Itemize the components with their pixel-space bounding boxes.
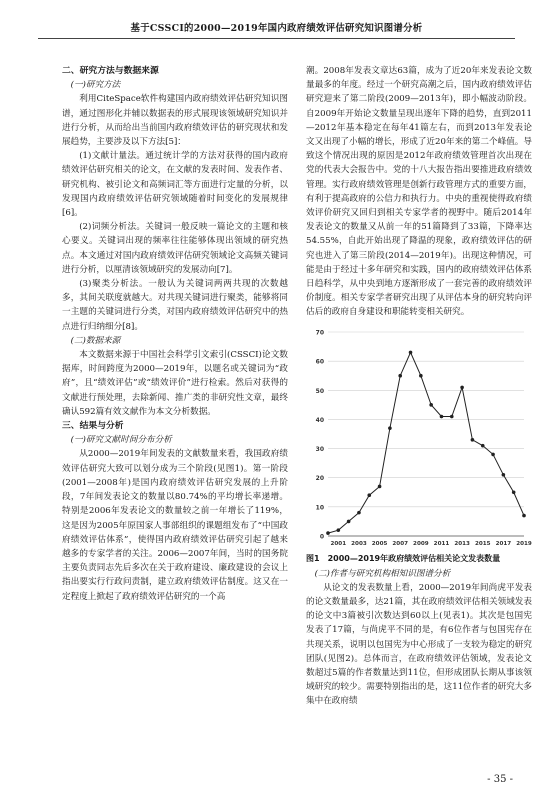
data-point [481, 444, 485, 448]
data-point [491, 452, 495, 456]
x-tick-label: 2007 [392, 540, 408, 547]
x-tick-label: 2017 [495, 540, 512, 547]
x-tick-label: 2009 [413, 540, 429, 547]
page-number: - 35 - [487, 774, 513, 785]
body-paragraph: 从论文的发表数量上看，2000—2019年间尚虎平发表的论文数量最多，达21篇，其在政府绩效评估相关领域发表的论文中3篇被引次数达到60以上(见表1)。其次是包国宪发表了17篇，与尚虎平不同的是，有6位作者与包国宪存在共现关系，说明以包国宪为中心形成了一支较为稳定的研究团队(见图2)。总体而言，在政府绩效评估领域，发表论文数超过5篇的作者数量达到11位，但形成团队长期从事该领域研究的较少。需要特别指出的是，这11位作者的研究大多集中在政府绩 [306, 582, 532, 707]
x-tick-label: 2015 [474, 540, 491, 547]
data-point [450, 414, 454, 418]
data-point [367, 493, 371, 497]
body-paragraph: (3)聚类分析法。一般认为关键词两两共现的次数越多，其间关联度就越大。对共现关键词进行聚类，能够将同一主题的关键词进行分类，对国内政府绩效评估研究中的热点进行归纳细分[8]。 [62, 279, 288, 332]
subsection-heading: (一)研究方法 [70, 80, 121, 91]
right-column [306, 64, 532, 709]
x-tick-label: 2019 [516, 540, 532, 547]
running-header: 基于CSSCI的2000—2019年国内政府绩效评估研究知识图谱分析 [38, 20, 515, 39]
data-point [440, 414, 444, 418]
subsection-heading: (二)作者与研究机构相知识图谱分析 [314, 568, 451, 579]
data-point [347, 519, 351, 523]
subsection-heading: (一)研究文献时间分布分析 [70, 435, 172, 446]
right-column-top-text [306, 64, 532, 320]
body-paragraph: 利用CiteSpace软件构建国内政府绩效评估研究知识图谱，通过图形化并辅以数据表的形式展现该领域研究知识并进行分析，从而给出当前国内政府绩效评估的研究现状和发展趋势，主要涉及以下方法[5]： [62, 94, 288, 148]
x-tick-label: 2005 [371, 540, 388, 547]
body-paragraph: (2)词频分析法。关键词一般反映一篇论文的主题和核心要义。关键词出现的频率往往能够体现出领域的研究热点。本文通过对国内政府绩效评估研究领域论文高频关键词进行分析，以厘清该领域研究的发展动向[7]。 [62, 222, 288, 275]
y-tick-label: 70 [315, 329, 324, 337]
y-tick-label: 30 [315, 445, 324, 453]
y-tick-label: 0 [319, 533, 324, 541]
data-point [419, 374, 423, 378]
body-paragraph: 潮。2008年发表文章达63篇，成为了近20年来发表论文数量最多的年度。经过一个研究高潮之后，国内政府绩效评估研究迎来了第二阶段(2009—2013年)，即小幅波动阶段。自2009年开始论文数量呈现出逐年下降的趋势，直到2011—2012年基本稳定在每年41篇左右，而到2013年发表论文又出现了小幅的增长，形成了近20年来的第二个峰值。导致这个情况出现的原因是2012年政府绩效管理首次出现在党的代表大会报告中。党的十八大报告指出要推进政府绩效管理。实行政府绩效管理是创新行政管理方式的重要方面，有利于提高政府的公信力和执行力。中央的重视使得政府绩效评价研究又回归到相关专家学者的视野中。随后2014年发表论文的数量又从前一年的51篇降到了33篇，下降率达54.55%，自此开始出现了降温的现象，政府绩效评估的研究也进入了第三阶段(2014—2019年)。出现这种情况，可能是由于经过十多年研究和实践，国内的政府绩效评估体系日趋科学，从中央到地方逐渐形成了一套完善的政府绩效评价制度。相关专家学者研究出现了从评估本身的研究转向评估后的政府自身建设和职能转变相关研究。 [306, 66, 532, 318]
right-column-bottom-text [306, 567, 532, 709]
y-tick-label: 40 [315, 416, 324, 424]
left-column [62, 64, 288, 604]
publication-count-line-chart [306, 324, 532, 549]
data-point [471, 438, 475, 442]
data-point [502, 473, 506, 477]
body-paragraph: (1)文献计量法。通过统计学的方法对获得的国内政府绩效评估研究相关的论文，在文献的发表时间、发表作者、研究机构、被引论文和高频词汇等方面进行定量的分析，以发现国内政府绩效评估研究领域随着时间变化的发展规律[6]。 [62, 151, 288, 219]
data-point [512, 490, 516, 494]
figure-1-chart [306, 324, 532, 549]
x-tick-label: 2013 [454, 540, 470, 547]
y-tick-label: 20 [315, 474, 324, 482]
body-paragraph: 本文数据来源于中国社会科学引文索引(CSSCI)论文数据库，时间跨度为2000—2019年，以题名或关键词为“政府”，且“绩效评估”或“绩效评价”进行检索。然后对获得的文献进行预处理，去除新闻、推广类的非研究性文章，最终确认592篇有效文献作为本文分析数据。 [62, 350, 288, 417]
data-point [460, 385, 464, 389]
figure-1-caption: 图1 2000—2019年政府绩效评估相关论文发表数量 [306, 553, 501, 563]
body-paragraph: 从2000—2019年间发表的文献数量来看，我国政府绩效评估研究大致可以划分成为三个阶段(见图1)。第一阶段(2001—2008年)是国内政府绩效评估研究发展的上升阶段，7年间发表论文的数量以80.74%的平均增长率递增。特别是2006年发表论文的数量较之前一年增长了119%，这是因为2005年原国家人事部组织的课题组发布了“中国政府绩效评估体系”，使得国内政府绩效评估研究引起了越来越多的专家学者的关注。2006—2007年间，当时的国务院主要负责同志先后多次在关于政府建设、廉政建设的会议上指出要实行行政问责制，建立政府绩效评估制度。这又在一定程度上掀起了政府绩效评估研究的一个高 [62, 449, 288, 602]
data-point [378, 484, 382, 488]
data-point [337, 528, 341, 532]
x-tick-label: 2003 [351, 540, 367, 547]
data-point [357, 511, 361, 515]
data-point [326, 531, 330, 535]
x-tick-label: 2001 [330, 540, 347, 547]
section-heading: 三、结果与分析 [62, 421, 124, 432]
data-point [388, 426, 392, 430]
data-point [398, 374, 402, 378]
series-line [328, 352, 524, 533]
data-point [429, 403, 433, 407]
y-tick-label: 50 [315, 387, 324, 395]
x-tick-label: 2011 [433, 540, 450, 547]
section-heading: 二、研究方法与数据来源 [62, 66, 159, 76]
subsection-heading: (二)数据来源 [70, 335, 121, 346]
data-point [522, 513, 526, 517]
y-tick-label: 10 [315, 504, 324, 512]
y-tick-label: 60 [315, 358, 324, 366]
data-point [409, 350, 413, 354]
